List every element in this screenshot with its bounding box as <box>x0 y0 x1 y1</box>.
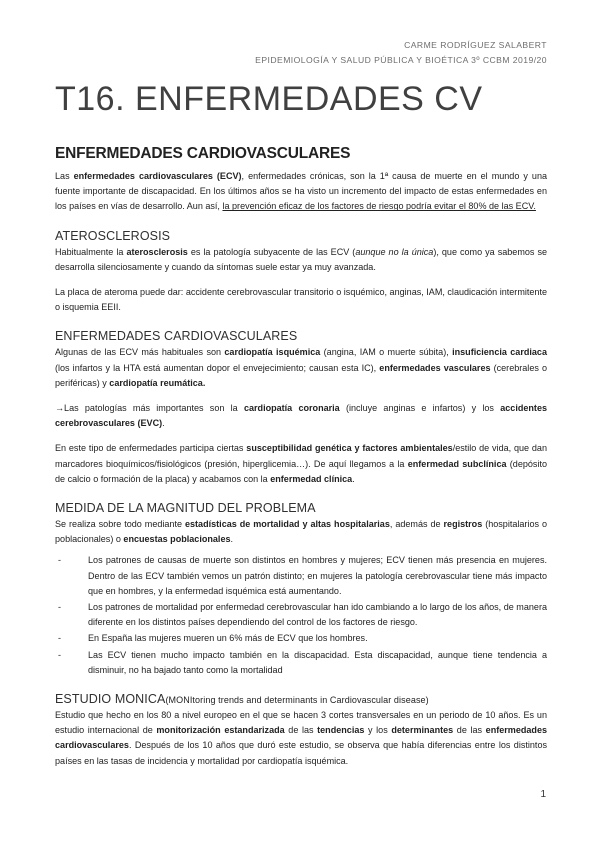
main-heading: ENFERMEDADES CARDIOVASCULARES <box>55 145 351 162</box>
list-item: - Los patrones de mortalidad por enfermedad cerebrovascular han ido cambiando a lo largo de los años, de manera diferente en los distintos países dependiendo del control de los factores de riesgo. <box>58 602 547 628</box>
ecv-paragraph-3: En este tipo de enfermedades participa ciertas susceptibilidad genética y factores ambientales/estilo de vida, que dan marcadores bioquímicos/fisiológicos (presión, hiperglicemia…). De aquí llegamos a la enfermedad subclínica (depósito de calcio o formación de la placa) y acabamos con la enfermedad clínica. <box>55 443 547 484</box>
section-heading-ecv: ENFERMEDADES CARDIOVASCULARES <box>55 329 298 344</box>
intro-paragraph: Las enfermedades cardiovasculares (ECV), enfermedades crónicas, son la 1ª causa de muerte en el mundo y una fuente importante de discapacidad. En los últimos años se ha visto un incremento del impacto de estas enfermedades en los países en vías de desarrollo. Aun así, la prevención eficaz de los factores de riesgo podría evitar el 80% de las ECV. <box>55 171 548 212</box>
list-item: - Las ECV tienen mucho impacto también en la discapacidad. Esta discapacidad, aunque tiene tendencia a disminuir, no ha bajado tanto como la mortalidad <box>58 649 547 675</box>
ecv-paragraph-1: Algunas de las ECV más habituales son cardiopatía isquémica (angina, IAM o muerte súbita), insuficiencia cardiaca (los infartos y la HTA está aumentan dopor el envejecimiento; causan esta IC), enfermedades vasculares (cerebrales o periféricas) y cardiopatía reumática. <box>55 347 548 388</box>
atero-paragraph-1: Habitualmente la aterosclerosis es la patología subyacente de las ECV (aunque no la única), que como ya sabemos se desarrolla silenciosamente y cuando da síntomas suele estar ya muy avanzada. <box>55 246 548 272</box>
page-header <box>255 38 547 68</box>
magnitud-paragraph: Se realiza sobre todo mediante estadísticas de mortalidad y altas hospitalarias, además de registros (hospitalarios o poblacionales) o encuestas poblacionales. <box>55 519 547 545</box>
magnitud-bullet-list <box>55 553 547 678</box>
monica-paragraph: Estudio que hecho en los 80 a nivel europeo en el que se hacen 3 cortes transversales en un periodo de 10 años. Es un estudio internacional de monitorización estandarizada de las tendencias y los determinantes de las enfermedades cardiovasculares. Después de los 10 años que duró este estudio, se observa que había diferencias entre los distintos países en las tasas de incidencia y mortalidad por cardiopatía isquémica. <box>55 710 548 766</box>
header-author: CARME RODRÍGUEZ SALABERT <box>404 40 547 50</box>
header-course: EPIDEMIOLOGÍA Y SALUD PÚBLICA Y BIOÉTICA 3º CCBM 2019/20 <box>255 55 547 65</box>
document-title: T16. ENFERMEDADES CV <box>55 80 483 118</box>
document-body <box>55 145 547 779</box>
ecv-paragraph-2: →Las patologías más importantes son la cardiopatía coronaria (incluye anginas e infartos) y los accidentes cerebrovasculares (EVC). <box>55 403 548 429</box>
atero-paragraph-2: La placa de ateroma puede dar: accidente cerebrovascular transitorio o isquémico, anginas, IAM, claudicación intermitente o isquemia EEII. <box>55 287 547 313</box>
section-heading-aterosclerosis: ATEROSCLEROSIS <box>55 228 171 243</box>
section-heading-monica: ESTUDIO MONICA(MONItoring trends and determinants in Cardiovascular disease) <box>55 692 429 707</box>
section-heading-magnitud: MEDIDA DE LA MAGNITUD DEL PROBLEMA <box>55 501 316 516</box>
list-item: - Los patrones de causas de muerte son distintos en hombres y mujeres; ECV tienen más presencia en mujeres. Dentro de las ECV también vemos un patrón distinto; en mujeres la patología cerebrovascular tiene más impacto que en hombres, y la enfermedad isquémica está aumentando. <box>58 555 547 596</box>
list-item: - En España las mujeres mueren un 6% más de ECV que los hombres. <box>58 633 368 644</box>
page-number: 1 <box>540 789 546 800</box>
